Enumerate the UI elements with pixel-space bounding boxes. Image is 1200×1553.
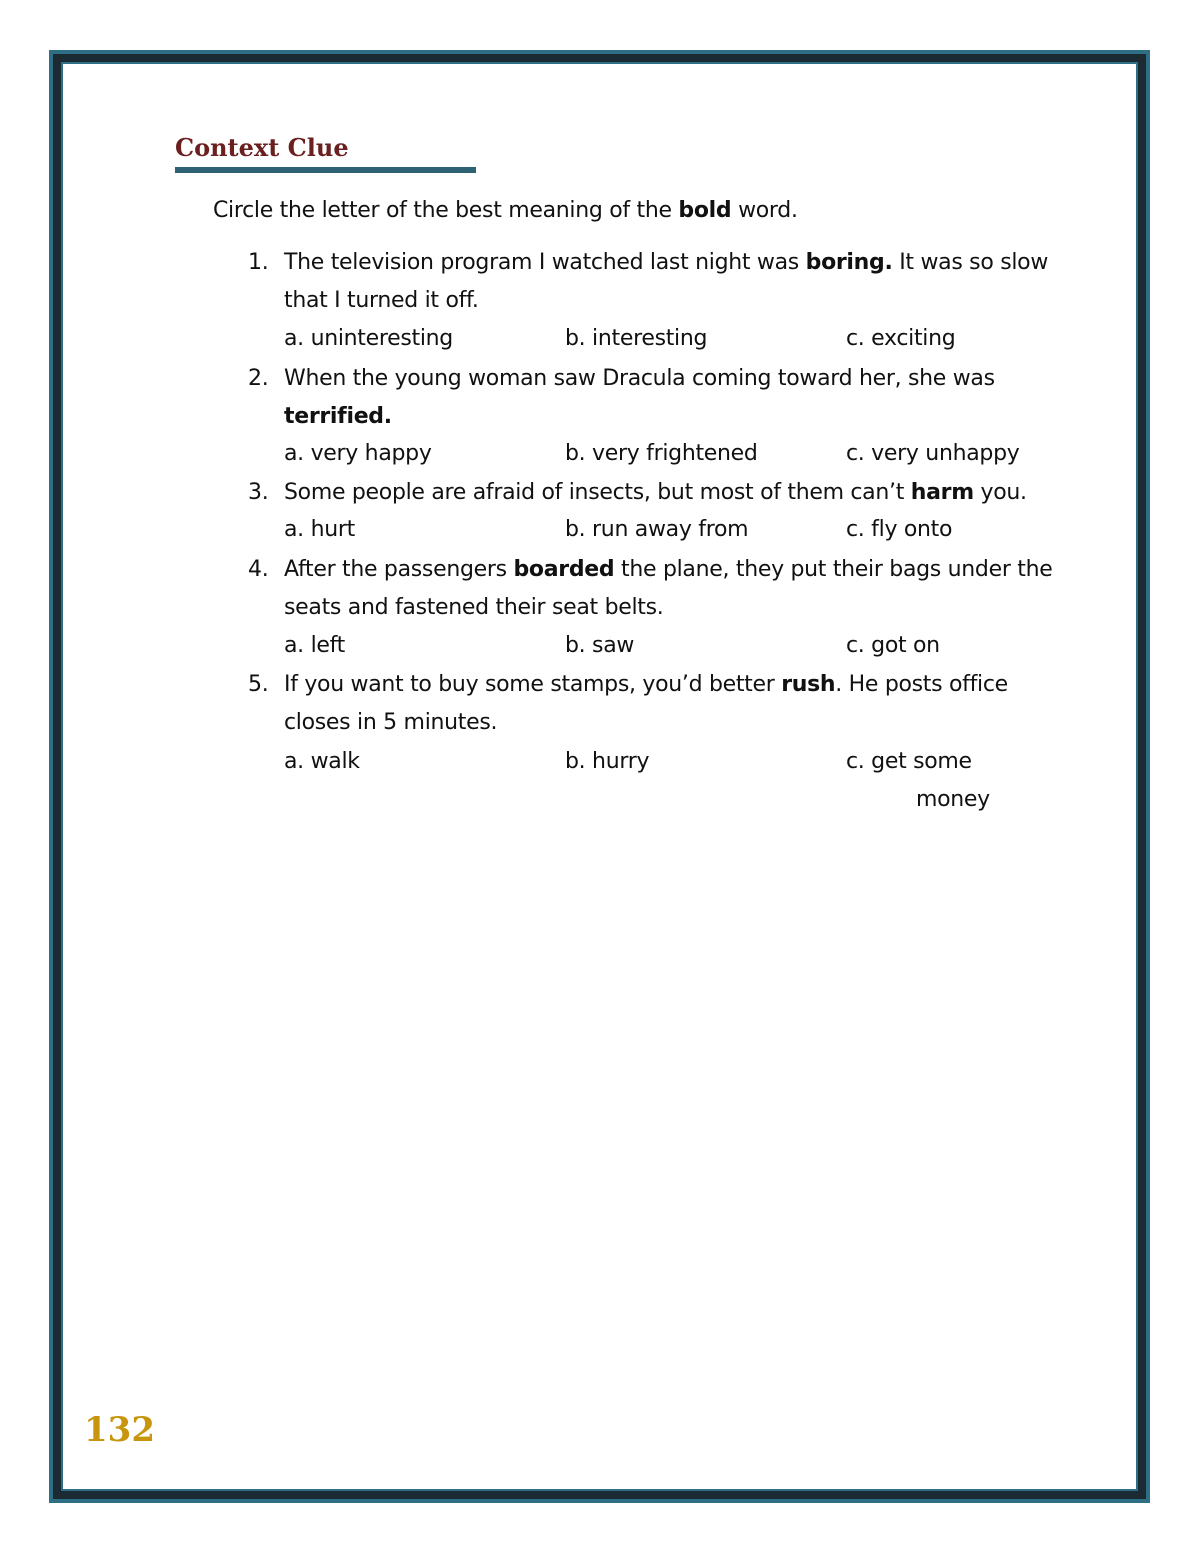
option-b[interactable]: b. very frightened [565,441,758,466]
option-c[interactable]: c. exciting [846,326,956,351]
question-number: 3. [248,480,269,505]
question-text: The television program I watched last night was boring. It was so slow that I turned it off. [284,250,1049,313]
option-a[interactable]: a. hurt [284,517,355,542]
question-number: 1. [248,250,269,275]
title-underline [175,167,476,173]
option-c[interactable]: c. very unhappy [846,441,1020,466]
option-a[interactable]: a. uninteresting [284,326,453,351]
question-number: 2. [248,366,269,391]
option-c[interactable]: c. fly onto [846,517,953,542]
question-number: 5. [248,672,269,697]
option-b[interactable]: b. hurry [565,749,650,774]
question-text: After the passengers boarded the plane, they put their bags under the seats and fastened their seat belts. [284,557,1053,620]
option-c[interactable]: c. got on [846,633,940,658]
question-text: Some people are afraid of insects, but most of them can’t harm you. [284,480,1027,505]
option-b[interactable]: b. interesting [565,326,708,351]
question-text: If you want to buy some stamps, you’d better rush. He posts office closes in 5 minutes. [284,672,1008,735]
option-c-continuation: money [916,787,990,812]
section-title: Context Clue [175,133,349,162]
instructions: Circle the letter of the best meaning of the bold word. [213,198,798,223]
question-text: When the young woman saw Dracula coming toward her, she was terrified. [284,366,995,429]
option-a[interactable]: a. left [284,633,345,658]
option-b[interactable]: b. run away from [565,517,749,542]
question-number: 4. [248,557,269,582]
option-c[interactable]: c. get some [846,749,972,774]
option-b[interactable]: b. saw [565,633,635,658]
option-a[interactable]: a. very happy [284,441,432,466]
page-number: 132 [84,1410,155,1450]
option-a[interactable]: a. walk [284,749,360,774]
